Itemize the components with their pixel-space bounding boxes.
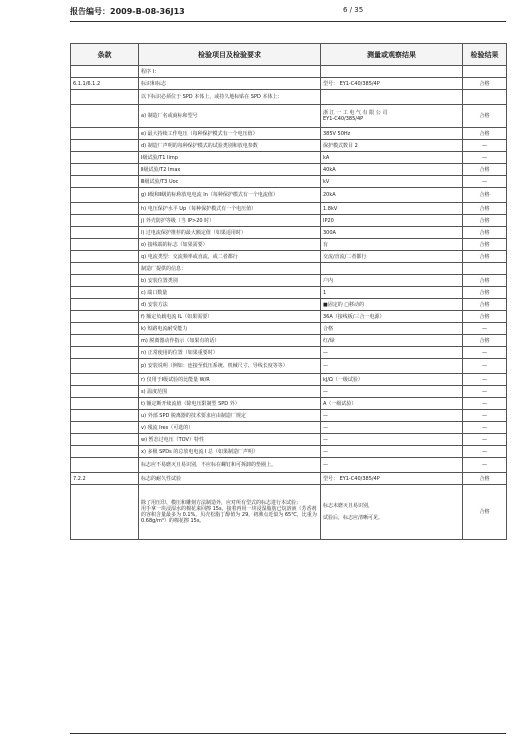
- table-row: [71, 422, 507, 434]
- cell-observation: 红/绿: [321, 335, 463, 347]
- cell-requirement: j) 外壳防护等级（当 IP>20 时）: [139, 215, 321, 227]
- cell-clause: [71, 251, 139, 263]
- cell-result: 合格: [463, 188, 507, 203]
- table-row: [71, 263, 507, 275]
- cell-requirement: b) 安装位置类别: [139, 275, 321, 287]
- cell-clause: [71, 446, 139, 458]
- cell-clause: [71, 323, 139, 335]
- cell-requirement: g) Ⅰ级和Ⅱ级的标称放电电流 In（每种保护模式有一个电流值）: [139, 188, 321, 203]
- cell-clause: [71, 164, 139, 176]
- cell-observation: —: [321, 422, 463, 434]
- cell-result: —: [463, 374, 507, 386]
- cell-clause: [71, 299, 139, 311]
- cell-result: 合格: [463, 215, 507, 227]
- cell-observation: 合格: [321, 323, 463, 335]
- table-row: [71, 251, 507, 263]
- table-row: [71, 78, 507, 90]
- cell-requirement: e) 最大持续工作电压（每种保护模式有一个电压值）: [139, 128, 321, 140]
- cell-requirement: c) 端口数量: [139, 287, 321, 299]
- cell-observation: A（一级试验）: [321, 398, 463, 410]
- cell-requirement: w) 暂态过电压（TOV）特性: [139, 434, 321, 446]
- cell-result: —: [463, 323, 507, 335]
- cell-clause: [71, 152, 139, 164]
- cell-requirement: 以下标识必须位于 SPD 本体上，或持久地标贴在 SPD 本体上：: [139, 90, 321, 105]
- cell-observation: 标志未磨灭且易识别， 试验后，标志应清晰可见。: [321, 485, 463, 540]
- cell-observation: 300A: [321, 227, 463, 239]
- table-row: [71, 176, 507, 188]
- cell-observation: 385V 50Hz: [321, 128, 463, 140]
- cell-clause: [71, 105, 139, 128]
- cell-requirement: f) 额定负载电流 IL（如果需要）: [139, 311, 321, 323]
- cell-requirement: o) 接线端的标志（如果需要）: [139, 239, 321, 251]
- cell-clause: [71, 239, 139, 251]
- cell-requirement: t) 额定断开续流值（除电压限制型 SPD 外）: [139, 398, 321, 410]
- cell-observation: 20kA: [321, 188, 463, 203]
- footer-rule: [70, 733, 506, 734]
- cell-result: 合格: [463, 485, 507, 540]
- table-row: [71, 299, 507, 311]
- cell-observation: —: [321, 434, 463, 446]
- cell-requirement: p) 安装说明（例如：连接至低压系统、机械尺寸、导线长度等等）: [139, 359, 321, 374]
- cell-clause: [71, 176, 139, 188]
- cell-requirement: 程序 Ⅰ：: [139, 66, 321, 78]
- page-number: 6 / 35: [343, 6, 364, 14]
- table-row: [71, 287, 507, 299]
- cell-result: 合格: [463, 473, 507, 485]
- cell-result: 合格: [463, 299, 507, 311]
- cell-requirement: 标志应不易磨灭且易识别，不应标在螺钉和可拆卸的垫圈上。: [139, 458, 321, 473]
- cell-observation: ■固定的 □移动的: [321, 299, 463, 311]
- cell-clause: [71, 188, 139, 203]
- cell-observation: 1.8kV: [321, 203, 463, 215]
- table-row: [71, 434, 507, 446]
- col-header-observation: 测量或观察结果: [321, 44, 463, 66]
- cell-result: [463, 263, 507, 275]
- cell-requirement: d) 制造厂声明的每种保护模式的试验类别和放电参数: [139, 140, 321, 152]
- table-row: [71, 374, 507, 386]
- cell-observation: —: [321, 347, 463, 359]
- cell-clause: [71, 398, 139, 410]
- table-row: [71, 446, 507, 458]
- table-row: [71, 458, 507, 473]
- cell-requirement: Ⅰ级试验/T1 Iimp: [139, 152, 321, 164]
- cell-observation: [321, 90, 463, 105]
- cell-result: 合格: [463, 203, 507, 215]
- cell-requirement: d) 安装方法: [139, 299, 321, 311]
- cell-clause: 6.1.1/6.1.2: [71, 78, 139, 90]
- cell-clause: [71, 215, 139, 227]
- cell-result: 合格: [463, 335, 507, 347]
- cell-clause: 7.2.2: [71, 473, 139, 485]
- cell-requirement: 制造厂提供的信息：: [139, 263, 321, 275]
- cell-requirement: l) 过电流保护推荐的最大额定值（如果适用时）: [139, 227, 321, 239]
- cell-requirement: u) 外部 SPD 脱离器的技术要求应由制造厂规定: [139, 410, 321, 422]
- cell-result: —: [463, 434, 507, 446]
- cell-observation: [321, 66, 463, 78]
- col-header-clause: 条款: [71, 44, 139, 66]
- cell-clause: [71, 128, 139, 140]
- table-row: [71, 203, 507, 215]
- cell-observation: 1: [321, 287, 463, 299]
- cell-result: 合格: [463, 287, 507, 299]
- cell-result: [463, 90, 507, 105]
- cell-clause: [71, 422, 139, 434]
- cell-observation: —: [321, 458, 463, 473]
- table-row: [71, 473, 507, 485]
- cell-clause: [71, 347, 139, 359]
- table-row: [71, 359, 507, 374]
- table-row: [71, 485, 507, 540]
- cell-requirement: n) 正常使用的位置（如果重要时）: [139, 347, 321, 359]
- cell-result: 合格: [463, 78, 507, 90]
- cell-result: 合格: [463, 239, 507, 251]
- inspection-table: [70, 43, 507, 540]
- table-row: [71, 188, 507, 203]
- cell-requirement: Ⅲ级试验/T3 Uoc: [139, 176, 321, 188]
- cell-observation: 户内: [321, 275, 463, 287]
- cell-result: [463, 66, 507, 78]
- cell-requirement: r) 仅用于Ⅰ级试验的比能量 W/R: [139, 374, 321, 386]
- cell-clause: [71, 458, 139, 473]
- cell-observation: 型号： EY1-C40/385/4P: [321, 473, 463, 485]
- cell-observation: kJ/Ω（一级试验）: [321, 374, 463, 386]
- table-row: [71, 164, 507, 176]
- cell-requirement: x) 多极 SPDs 的总放电电流 I 总（如果制造厂声明）: [139, 446, 321, 458]
- cell-observation: IP20: [321, 215, 463, 227]
- cell-clause: [71, 374, 139, 386]
- cell-result: 合格: [463, 311, 507, 323]
- cell-result: 合格: [463, 128, 507, 140]
- cell-requirement: 标识和标志: [139, 78, 321, 90]
- cell-result: —: [463, 458, 507, 473]
- cell-result: 合格: [463, 105, 507, 128]
- cell-clause: [71, 263, 139, 275]
- cell-requirement: a) 制造厂名或商标和型号: [139, 105, 321, 128]
- cell-clause: [71, 275, 139, 287]
- table-row: [71, 335, 507, 347]
- cell-result: —: [463, 446, 507, 458]
- cell-clause: [71, 386, 139, 398]
- table-row: [71, 311, 507, 323]
- table-row: [71, 140, 507, 152]
- cell-observation: kA: [321, 152, 463, 164]
- cell-result: —: [463, 140, 507, 152]
- report-number: 报告编号：2009-B-08-36J13: [70, 7, 185, 16]
- cell-requirement: k) 短路电流耐受能力: [139, 323, 321, 335]
- cell-observation: 保护模式数目 2: [321, 140, 463, 152]
- cell-clause: [71, 335, 139, 347]
- cell-result: —: [463, 347, 507, 359]
- table-row: [71, 275, 507, 287]
- table-header-row: [71, 44, 507, 66]
- cell-clause: [71, 203, 139, 215]
- cell-clause: [71, 359, 139, 374]
- cell-requirement: m) 脱离器动作指示（如果有的话）: [139, 335, 321, 347]
- cell-result: —: [463, 152, 507, 164]
- table-row: [71, 323, 507, 335]
- col-header-result: 检验结果: [463, 44, 507, 66]
- table-row: [71, 128, 507, 140]
- cell-result: —: [463, 386, 507, 398]
- cell-result: —: [463, 176, 507, 188]
- cell-observation: —: [321, 359, 463, 374]
- cell-result: 合格: [463, 164, 507, 176]
- cell-clause: [71, 485, 139, 540]
- cell-clause: [71, 287, 139, 299]
- report-header: [70, 6, 478, 20]
- cell-requirement: 标志的耐久性试验: [139, 473, 321, 485]
- cell-requirement: h) 电压保护水平 Up（每种保护模式有一个电压值）: [139, 203, 321, 215]
- cell-result: 合格: [463, 227, 507, 239]
- cell-observation: —: [321, 410, 463, 422]
- cell-clause: [71, 311, 139, 323]
- cell-observation: kV: [321, 176, 463, 188]
- table-row: [71, 386, 507, 398]
- cell-result: —: [463, 410, 507, 422]
- cell-observation: 40kA: [321, 164, 463, 176]
- cell-result: 合格: [463, 251, 507, 263]
- table-row: [71, 105, 507, 128]
- cell-observation: 型号： EY1-C40/385/4P: [321, 78, 463, 90]
- cell-result: —: [463, 398, 507, 410]
- cell-requirement: 除了用压印、模压和雕刻方法制造外，应对所有型式的标志进行本试验； 用手拿一块浸湿水的棉花来回擦 15s，接着再用一块浸湿脂肪已烷溶液（芳香剂的容积含量最多为 0.1%，贝壳松脂丁醇值为 29，初沸点近似为 65℃，比重为 0.68g/m³）的棉花擦 15s。: [139, 485, 321, 540]
- table-row: [71, 347, 507, 359]
- cell-clause: [71, 90, 139, 105]
- cell-requirement: s) 温度范围: [139, 386, 321, 398]
- table-row: [71, 239, 507, 251]
- table-row: [71, 215, 507, 227]
- cell-requirement: v) 残流 Ires（可选的）: [139, 422, 321, 434]
- cell-observation: —: [321, 386, 463, 398]
- cell-result: —: [463, 422, 507, 434]
- cell-clause: [71, 434, 139, 446]
- cell-requirement: q) 电流类型：交流频率或直流，或二者都行: [139, 251, 321, 263]
- cell-observation: 浙 江 一 工 电 气 有 限 公 司 EY1-C40/385/4P: [321, 105, 463, 128]
- cell-clause: [71, 410, 139, 422]
- table-row: [71, 152, 507, 164]
- table-row: [71, 410, 507, 422]
- table-row: [71, 90, 507, 105]
- table-row: [71, 227, 507, 239]
- header-rule: [70, 21, 506, 22]
- cell-observation: —: [321, 446, 463, 458]
- table-row: [71, 398, 507, 410]
- col-header-requirement: 检验项目及检验要求: [139, 44, 321, 66]
- cell-clause: [71, 66, 139, 78]
- cell-clause: [71, 227, 139, 239]
- cell-result: 合格: [463, 275, 507, 287]
- table-row: [71, 66, 507, 78]
- cell-requirement: Ⅱ级试验/T2 Imax: [139, 164, 321, 176]
- cell-observation: 36A（接线板/三合一电源）: [321, 311, 463, 323]
- cell-observation: 有: [321, 239, 463, 251]
- cell-result: —: [463, 359, 507, 374]
- cell-clause: [71, 140, 139, 152]
- cell-observation: 交流/直流/二者都行: [321, 251, 463, 263]
- cell-observation: [321, 263, 463, 275]
